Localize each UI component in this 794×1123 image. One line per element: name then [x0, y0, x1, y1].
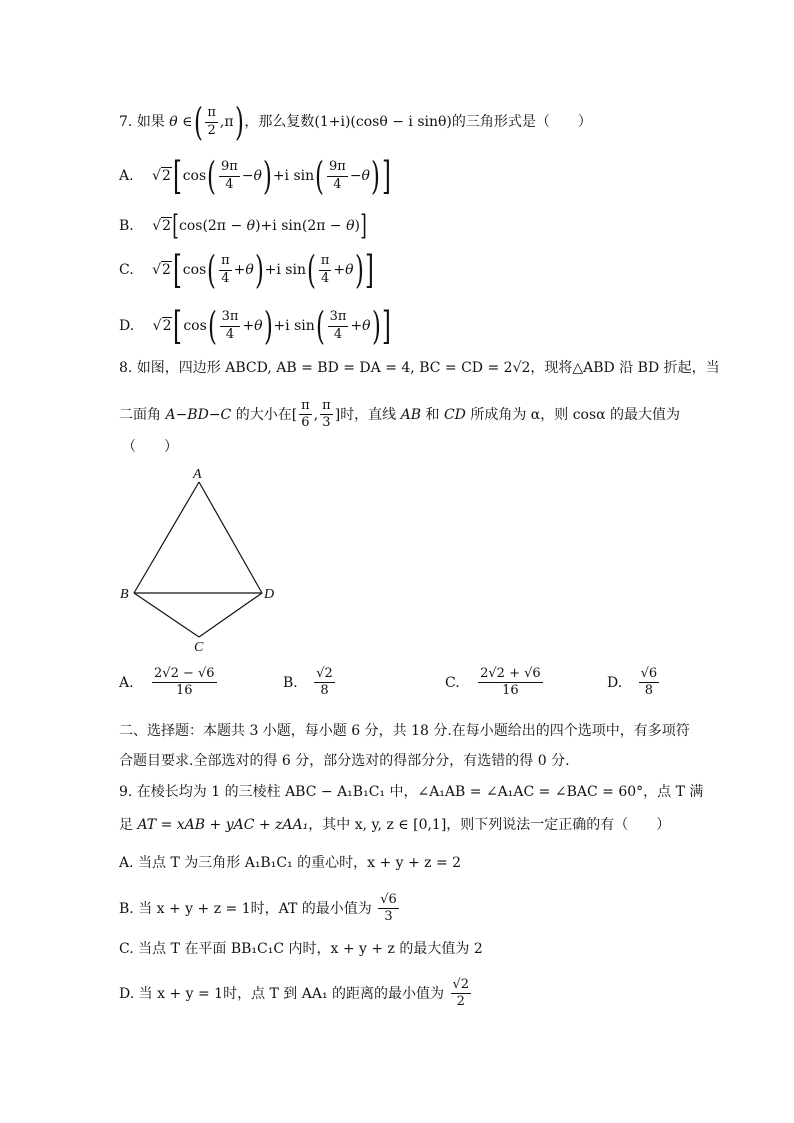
- edge-ab: [134, 482, 199, 593]
- edge-bc: [134, 593, 199, 637]
- q7-stem-a: 如果: [136, 114, 165, 130]
- q7-paren-open: (: [193, 100, 203, 144]
- q7-option-b-label: B.: [119, 218, 134, 234]
- section2-line1: 二、选择题：本题共 3 小题，每小题 6 分，共 18 分.在每小题给出的四个选项中，有多项符: [119, 723, 690, 739]
- q7-option-a: A. √2[cos( $\frac{9\pi}{4}$ −θ)+i sin( $\frac{9\pi}{4}$ −θ)]: [119, 154, 391, 198]
- vertex-d-label: D: [264, 587, 275, 602]
- q9-line2: 足 AT = xAB + yAC + zAA₁，其中 x, y, z ∈ [0,1]，则下列说法一定正确的有（ ）: [119, 817, 671, 833]
- q7-stem: 7. 如果 θ ∈( $\frac{\pi}{2}$ ,π)，那么复数(1+i)(cosθ − i sinθ)的三角形式是（ ）: [119, 100, 592, 144]
- q8-line3: （ ）: [122, 439, 178, 455]
- q7-complex-expr: (1+i)(cosθ − i sinθ): [314, 114, 452, 130]
- q7-option-d-label: D.: [119, 318, 135, 334]
- q7-option-b: B. √2[cos(2π − θ)+i sin(2π − θ)]: [119, 209, 367, 242]
- q7-option-c: C. √2[cos( $\frac{\pi}{4}$ +θ)+i sin( $\frac{\pi}{4}$ +θ)]: [119, 248, 375, 292]
- q9-option-a: A. 当点 T 为三角形 A₁B₁C₁ 的重心时，x + y + z = 2: [119, 855, 462, 871]
- vertex-c-label: C: [194, 640, 204, 655]
- q8-line2: 二面角 A−BD−C 的大小在[ $\frac{\pi}{6}$ , $\frac{\pi}{3}$ ]时，直线 AB 和 CD 所成角为 α，则 cosα 的最大值为: [119, 398, 681, 431]
- q7-option-c-label: C.: [119, 262, 134, 278]
- vertex-b-label: B: [120, 587, 129, 602]
- section2-line2: 合题目要求.全部选对的得 6 分，部分选对的得部分分，有选错的得 0 分.: [119, 753, 570, 769]
- q9-vector-equation: AT = xAB + yAC + zAA₁: [137, 817, 309, 833]
- edge-cd: [199, 593, 262, 637]
- q7-stem-b: ，那么复数: [244, 114, 315, 130]
- q9-option-c: C. 当点 T 在平面 BB₁C₁C 内时，x + y + z 的最大值为 2: [119, 941, 483, 957]
- q9-line1: 9. 在棱长均为 1 的三棱柱 ABC − A₁B₁C₁ 中，∠A₁AB = ∠A₁AC = ∠BAC = 60°，点 T 满: [119, 784, 704, 800]
- q7-stem-c: 的三角形式是（ ）: [451, 114, 592, 130]
- q7-pi-half: $\frac{\pi}{2}$: [207, 105, 216, 138]
- edge-ad: [199, 482, 262, 593]
- q9-option-d: D. 当 x + y = 1时，点 T 到 AA₁ 的距离的最小值为 $\frac{√2}{2}$: [119, 977, 470, 1010]
- q8-option-b: B. $\frac{√2}{8}$: [283, 666, 333, 699]
- q7-paren-close: ): [234, 100, 244, 144]
- q7-theta-range: θ ∈: [169, 114, 193, 130]
- q8-option-c: C. $\frac{2√2 + √6}{16}$: [445, 666, 541, 699]
- q8-option-d: D. $\frac{√6}{8}$: [607, 666, 658, 699]
- q8-option-a: A. $\frac{2√2 - √6}{16}$: [119, 666, 215, 699]
- q7-option-d: D. √2[cos( $\frac{3\pi}{4}$ +θ)+i sin( $\frac{3\pi}{4}$ +θ)]: [119, 304, 392, 348]
- q9-option-b: B. 当 x + y + z = 1时，AT 的最小值为 $\frac{√6}{3}$: [119, 892, 397, 925]
- q8-line1: 8. 如图，四边形 ABCD, AB = BD = DA = 4, BC = CD = 2√2，现将△ABD 沿 BD 折起，当: [119, 360, 720, 376]
- q7-number: 7.: [119, 114, 137, 130]
- vertex-a-label: A: [193, 467, 202, 482]
- q8-figure: [110, 460, 290, 655]
- q7-option-a-label: A.: [119, 168, 134, 184]
